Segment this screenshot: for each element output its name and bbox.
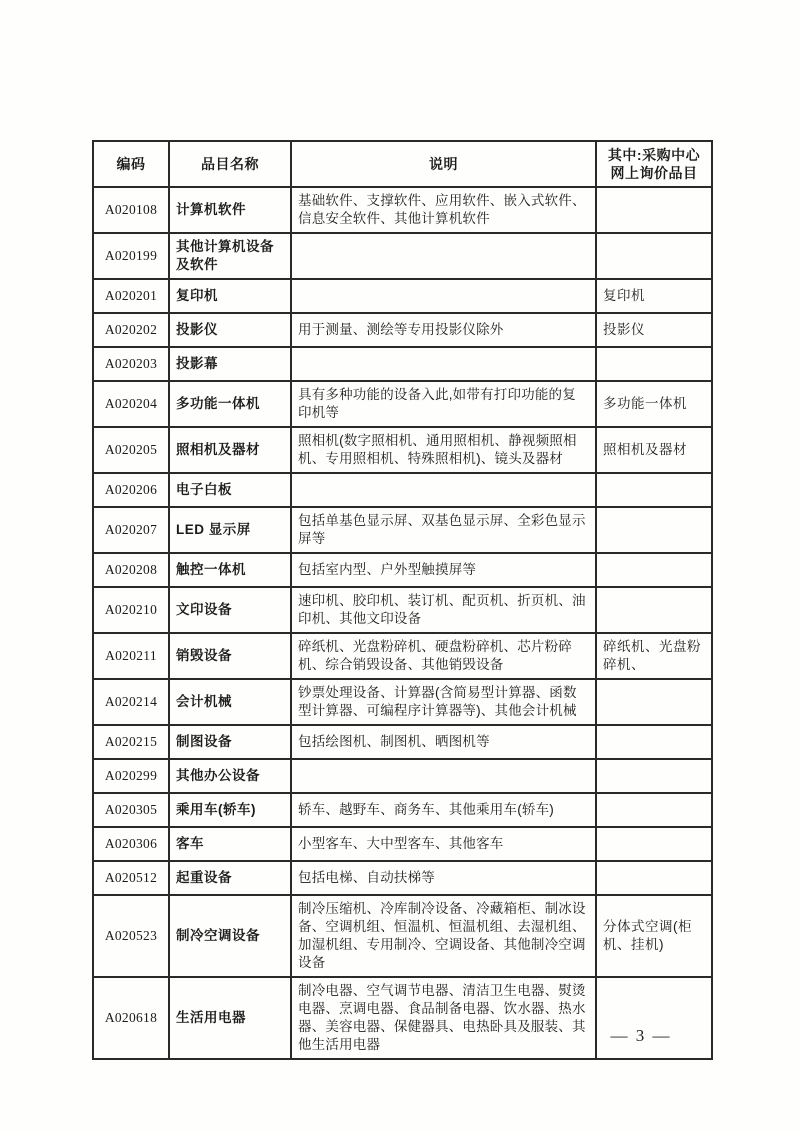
table-header [93,141,712,187]
inquiry-cell: 复印机 [596,279,712,313]
code-cell: A020211 [93,633,169,679]
item-name-cell: 其他计算机设备及软件 [169,233,291,279]
item-name-cell: 销毁设备 [169,633,291,679]
code-cell: A020108 [93,187,169,233]
code-cell: A020206 [93,473,169,507]
description-cell [291,233,596,279]
description-cell: 用于测量、测绘等专用投影仪除外 [291,313,596,347]
description-cell: 照相机(数字照相机、通用照相机、静视频照相机、专用照相机、特殊照相机)、镜头及器材 [291,427,596,473]
inquiry-cell [596,827,712,861]
item-name-cell: 客车 [169,827,291,861]
header-item-name: 品目名称 [169,141,291,187]
header-code: 编码 [93,141,169,187]
code-cell: A020214 [93,679,169,725]
page-number: — 3 — [610,1026,672,1045]
description-cell: 制冷压缩机、冷库制冷设备、冷藏箱柜、制冰设备、空调机组、恒温机、恒温机组、去湿机组、加湿机组、专用制冷、空调设备、其他制冷空调设备 [291,895,596,977]
table-row [93,793,712,827]
inquiry-cell: 多功能一体机 [596,381,712,427]
code-cell: A020618 [93,977,169,1059]
description-cell: 制冷电器、空气调节电器、清洁卫生电器、熨烫电器、烹调电器、食品制备电器、饮水器、热水器、美容电器、保健器具、电热卧具及服装、其他生活用电器 [291,977,596,1059]
item-name-cell: 文印设备 [169,587,291,633]
table-row [93,861,712,895]
inquiry-cell [596,553,712,587]
description-cell: 具有多种功能的设备入此,如带有打印功能的复印机等 [291,381,596,427]
description-cell: 包括绘图机、制图机、晒图机等 [291,725,596,759]
procurement-catalog-table [92,140,713,1060]
table-row [93,233,712,279]
header-row [93,141,712,187]
item-name-cell: 照相机及器材 [169,427,291,473]
table-row [93,381,712,427]
item-name-cell: 生活用电器 [169,977,291,1059]
table-row [93,633,712,679]
code-cell: A020523 [93,895,169,977]
table-row [93,313,712,347]
item-name-cell: 其他办公设备 [169,759,291,793]
item-name-cell: LED 显示屏 [169,507,291,553]
item-name-cell: 多功能一体机 [169,381,291,427]
inquiry-cell: 投影仪 [596,313,712,347]
inquiry-cell [596,725,712,759]
inquiry-cell [596,587,712,633]
description-cell [291,347,596,381]
code-cell: A020203 [93,347,169,381]
description-cell: 碎纸机、光盘粉碎机、硬盘粉碎机、芯片粉碎机、综合销毁设备、其他销毁设备 [291,633,596,679]
table-row [93,977,712,1059]
description-cell: 速印机、胶印机、装订机、配页机、折页机、油印机、其他文印设备 [291,587,596,633]
inquiry-cell [596,233,712,279]
item-name-cell: 复印机 [169,279,291,313]
inquiry-cell: 碎纸机、光盘粉碎机、 [596,633,712,679]
inquiry-cell [596,793,712,827]
code-cell: A020199 [93,233,169,279]
item-name-cell: 会计机械 [169,679,291,725]
description-cell: 基础软件、支撑软件、应用软件、嵌入式软件、信息安全软件、其他计算机软件 [291,187,596,233]
item-name-cell: 制图设备 [169,725,291,759]
code-cell: A020207 [93,507,169,553]
code-cell: A020204 [93,381,169,427]
item-name-cell: 电子白板 [169,473,291,507]
table-row [93,679,712,725]
description-cell: 小型客车、大中型客车、其他客车 [291,827,596,861]
table-row [93,347,712,381]
table-row [93,473,712,507]
description-cell: 轿车、越野车、商务车、其他乘用车(轿车) [291,793,596,827]
description-cell [291,759,596,793]
code-cell: A020202 [93,313,169,347]
table-row [93,895,712,977]
table-row [93,553,712,587]
inquiry-cell: 分体式空调(柜机、挂机) [596,895,712,977]
inquiry-cell [596,759,712,793]
code-cell: A020306 [93,827,169,861]
inquiry-cell [596,861,712,895]
description-cell: 包括电梯、自动扶梯等 [291,861,596,895]
table-row [93,759,712,793]
code-cell: A020305 [93,793,169,827]
description-cell: 包括单基色显示屏、双基色显示屏、全彩色显示屏等 [291,507,596,553]
table-row [93,279,712,313]
inquiry-cell [596,473,712,507]
item-name-cell: 计算机软件 [169,187,291,233]
item-name-cell: 投影仪 [169,313,291,347]
table-row [93,725,712,759]
description-cell: 钞票处理设备、计算器(含简易型计算器、函数型计算器、可编程序计算器等)、其他会计机械 [291,679,596,725]
table-row [93,187,712,233]
inquiry-cell [596,679,712,725]
description-cell: 包括室内型、户外型触摸屏等 [291,553,596,587]
table-row [93,507,712,553]
inquiry-cell [596,507,712,553]
item-name-cell: 起重设备 [169,861,291,895]
header-description: 说明 [291,141,596,187]
table-row [93,587,712,633]
table-row [93,827,712,861]
inquiry-cell [596,187,712,233]
code-cell: A020210 [93,587,169,633]
code-cell: A020512 [93,861,169,895]
item-name-cell: 乘用车(轿车) [169,793,291,827]
code-cell: A020299 [93,759,169,793]
description-cell [291,279,596,313]
table-body [93,187,712,1059]
inquiry-cell [596,977,712,1059]
item-name-cell: 制冷空调设备 [169,895,291,977]
code-cell: A020208 [93,553,169,587]
code-cell: A020201 [93,279,169,313]
item-name-cell: 触控一体机 [169,553,291,587]
inquiry-cell: 照相机及器材 [596,427,712,473]
table-row [93,427,712,473]
code-cell: A020215 [93,725,169,759]
header-inquiry-items: 其中:采购中心网上询价品目 [596,141,712,187]
description-cell [291,473,596,507]
item-name-cell: 投影幕 [169,347,291,381]
code-cell: A020205 [93,427,169,473]
inquiry-cell [596,347,712,381]
